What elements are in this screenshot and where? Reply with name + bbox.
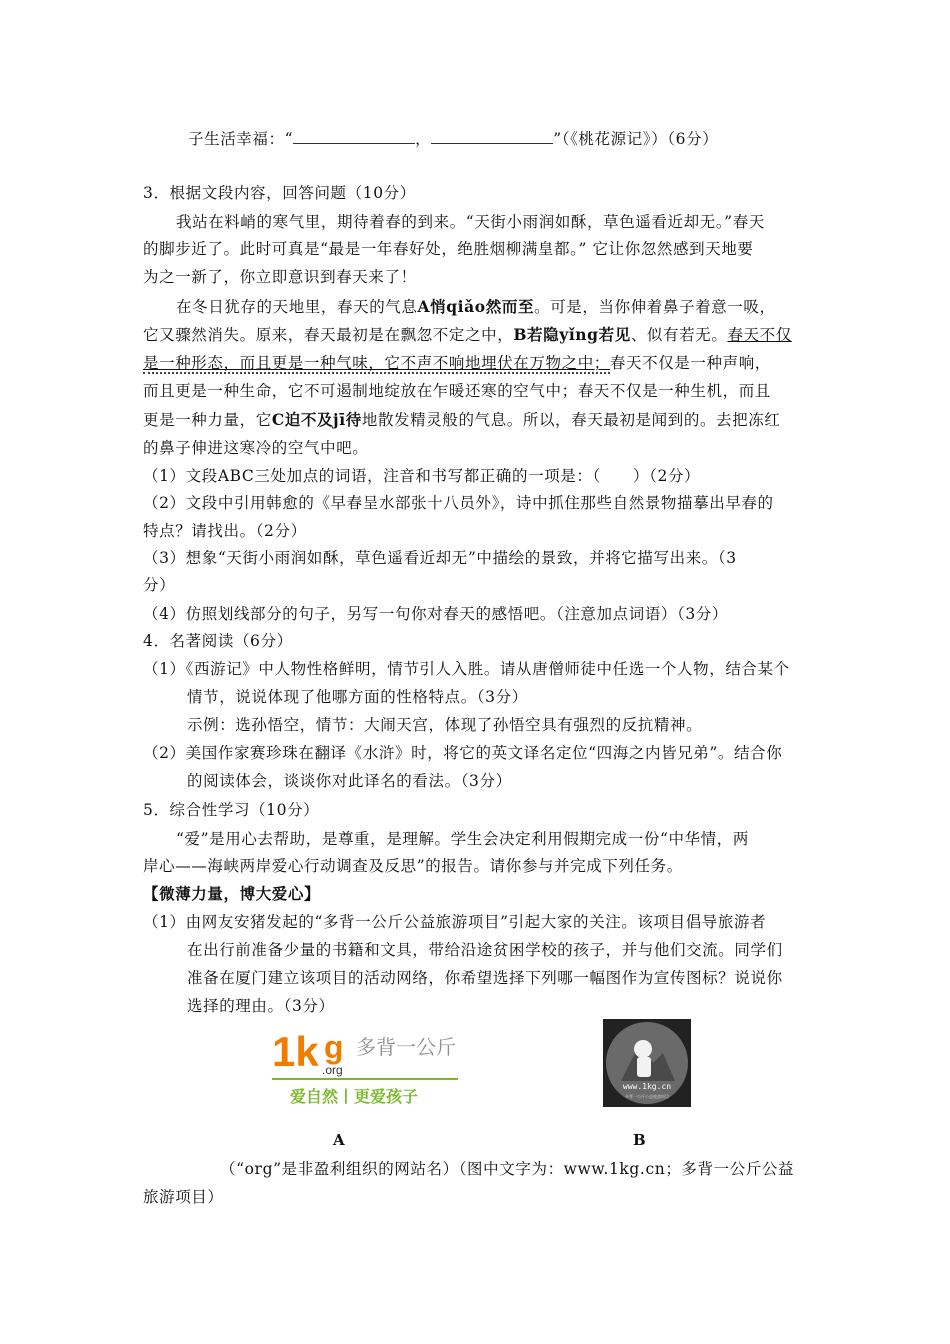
logo-b-url: www.1kg.cn — [622, 1082, 672, 1091]
logo-b-subtitle: 多背一公斤公益旅游项目 — [625, 1094, 669, 1099]
paragraph-line — [143, 409, 808, 431]
sub-question: （1）文段ABC三处加点的词语，注音和书写都正确的一项是：（ ）（2分） — [143, 467, 701, 485]
answer-blank[interactable] — [293, 129, 415, 144]
text: 子生活幸福：“ — [188, 130, 294, 148]
sub-question: （3）想象“天街小雨润如酥，草色遥看近却无”中描绘的景致，并将它描写出来。（3 — [143, 549, 737, 567]
text: 它又骤然消失。原来，春天最初是在飘忽不定之中， — [143, 326, 514, 344]
paragraph-line: 我站在料峭的寒气里，期待着春的到来。“天街小雨润如酥，草色遥看近却无。”春天 — [176, 213, 765, 231]
text: 、似有若无。 — [630, 326, 728, 344]
logo-a-slogan: 爱自然丨更爱孩子 — [290, 1087, 419, 1106]
text: 地散发精灵般的气息。所以，春天最初是闻到的。去把冻红 — [361, 411, 781, 429]
sub-question: 特点？请找出。（2分） — [143, 522, 307, 540]
question-5-heading: 5．综合性学习（10分） — [143, 801, 320, 819]
sub-question: （1）由网友安猪发起的“多背一公斤公益旅游项目”引起大家的关注。该项目倡导旅游者 — [143, 913, 767, 931]
logo-b-image — [603, 1019, 691, 1107]
fill-blank-line — [188, 128, 853, 150]
caption-a: A — [333, 1131, 345, 1149]
logo-a-image — [272, 1022, 464, 1108]
paragraph-line — [143, 324, 808, 346]
logo-a-graphic — [272, 1022, 464, 1108]
answer-blank[interactable] — [431, 129, 553, 144]
paragraph-line: 而且更是一种生命，它不可遏制地绽放在乍暖还寒的空气中；春天不仅是一种生机，而且 — [143, 382, 771, 400]
marked-word-b: B若隐yǐng若见 — [513, 325, 631, 344]
text: 。可是，当你伸着鼻子着意一吸， — [534, 298, 776, 316]
sub-question: 情节，说说体现了他哪方面的性格特点。（3分） — [187, 688, 528, 706]
sub-question: （4）仿照划线部分的句子，另写一句你对春天的感悟吧。（注意加点词语）（3分） — [143, 605, 729, 623]
caption-b: B — [633, 1131, 646, 1149]
paragraph-line: 的鼻子伸进这寒冷的空气中吧。 — [143, 439, 369, 457]
sub-question: 的阅读体会，谈谈你对此译名的看法。（3分） — [187, 772, 512, 790]
marked-word-a: A悄qiǎo然而至 — [417, 297, 535, 316]
paragraph-line — [176, 296, 841, 318]
example-line: 示例：选孙悟空，情节：大闹天宫，体现了孙悟空具有强烈的反抗精神。 — [187, 716, 703, 734]
sub-question: （2）美国作家赛珍珠在翻译《水浒》时，将它的英文译名定位“四海之内皆兄弟”。结合你 — [143, 744, 783, 762]
paragraph-line: “爱”是用心去帮助，是尊重，是理解。学生会决定利用假期完成一份“中华情，两 — [176, 830, 749, 848]
text: 春天不仅是一种声响， — [609, 354, 771, 372]
section-heading: 【微薄力量，博大爱心】 — [143, 884, 321, 903]
logo-a-org: .org — [322, 1063, 343, 1077]
logo-b-graphic — [603, 1019, 691, 1107]
underlined-text: 春天不仅 — [727, 326, 792, 344]
sub-question: 准备在厦门建立该项目的活动网络，你希望选择下列哪一幅图作为宣传图标？说说你 — [187, 969, 783, 987]
logo-a-title: 多背一公斤 — [356, 1035, 456, 1059]
note-line: （“org”是非盈利组织的网站名）（图中文字为：www.1kg.cn；多背一公斤公益 — [220, 1160, 795, 1178]
sub-question: 分） — [143, 576, 176, 594]
text: ， — [415, 130, 432, 148]
sub-question: 选择的理由。（3分） — [187, 997, 335, 1015]
logo-a-g: g — [324, 1029, 344, 1065]
question-3-heading: 3．根据文段内容，回答问题（10分） — [143, 184, 416, 202]
text: 更是一种力量，它 — [143, 411, 272, 429]
logo-a-1k: 1k — [272, 1028, 319, 1075]
paragraph-line: 的脚步近了。此时可真是“最是一年春好处，绝胜烟柳满皇都。” 它让你忽然感到天地要 — [143, 240, 754, 258]
sub-question: 在出行前准备少量的书籍和文具，带给沿途贫困学校的孩子，并与他们交流。同学们 — [187, 941, 783, 959]
sub-question: （2）文段中引用韩愈的《早春呈水部张十八员外》，诗中抓住那些自然景物描摹出早春的 — [143, 494, 774, 512]
paragraph-line: 岸心——海峡两岸爱心行动调查及反思”的报告。请你参与并完成下列任务。 — [143, 857, 683, 875]
text: ”（《桃花源记》）（6分） — [553, 130, 719, 148]
question-4-heading: 4．名著阅读（6分） — [143, 632, 293, 650]
paragraph-line — [143, 352, 808, 374]
sub-question: （1）《西游记》中人物性格鲜明，情节引人入胜。请从唐僧师徒中任选一个人物，结合某个 — [143, 660, 790, 678]
marked-word-c: C迫不及jī待 — [271, 410, 362, 429]
underlined-text: 是一种形态，而且更是一种气味，它不声不响地埋伏在万物之中； — [143, 354, 610, 372]
text: 在冬日犹存的天地里，春天的气息 — [176, 298, 418, 316]
note-line: 旅游项目） — [143, 1188, 224, 1206]
paragraph-line: 为之一新了，你立即意识到春天来了！ — [143, 268, 417, 286]
